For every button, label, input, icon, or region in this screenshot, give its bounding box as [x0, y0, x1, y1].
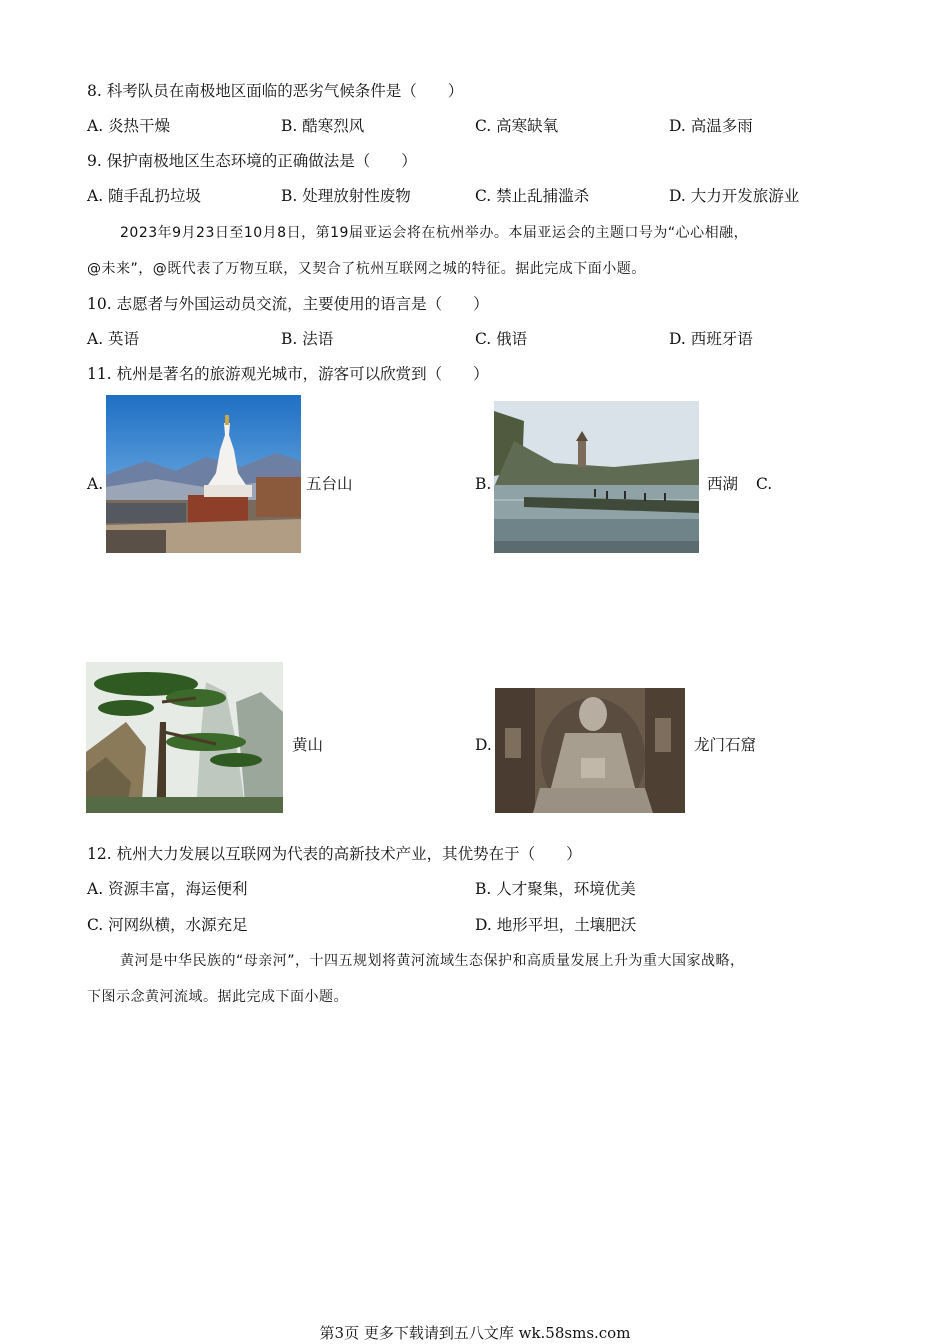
- q10-option-d: D. 西班牙语: [669, 330, 753, 348]
- passage1-line1: 2023年9月23日至10月8日，第19届亚运会将在杭州举办。本届亚运会的主题口号为“心心相融，: [120, 225, 749, 241]
- q8-option-a: A. 炎热干燥: [87, 117, 171, 135]
- passage1-line2: @未来”，@既代表了万物互联，又契合了杭州互联网之城的特征。据此完成下面小题。: [87, 261, 646, 277]
- q11-option-c-letter: C.: [756, 475, 773, 493]
- huangshan-photo: [86, 662, 283, 813]
- q11-option-b-letter: B.: [475, 475, 492, 493]
- q10-option-a: A. 英语: [87, 330, 140, 348]
- passage2-line2: 下图示念黄河流域。据此完成下面小题。: [87, 989, 348, 1005]
- q12-option-a: A. 资源丰富，海运便利: [87, 880, 248, 898]
- wutaishan-photo: [106, 395, 301, 553]
- passage2-line1: 黄河是中华民族的“母亲河”，十四五规划将黄河流域生态保护和高质量发展上升为重大国家战略，: [120, 953, 745, 969]
- q12-option-d: D. 地形平坦，土壤肥沃: [475, 916, 637, 934]
- q10-option-b: B. 法语: [281, 330, 334, 348]
- q10-option-c: C. 俄语: [475, 330, 528, 348]
- q11-stem: 11. 杭州是著名的旅游观光城市，游客可以欣赏到（ ）: [87, 365, 489, 383]
- q12-option-c: C. 河网纵横，水源充足: [87, 916, 248, 934]
- q9-option-a: A. 随手乱扔垃圾: [87, 187, 202, 205]
- xihu-photo: [494, 401, 699, 553]
- q11-option-a-letter: A.: [87, 475, 104, 493]
- page-footer: 第3页 更多下载请到五八文库 wk.58sms.com: [319, 1324, 631, 1342]
- q9-option-b: B. 处理放射性废物: [281, 187, 411, 205]
- q11-caption-d: 龙门石窟: [694, 736, 757, 754]
- q11-caption-a: 五台山: [306, 475, 353, 493]
- q11-caption-c: 黄山: [292, 736, 324, 754]
- q9-option-c: C. 禁止乱捕滥杀: [475, 187, 590, 205]
- q11-caption-b: 西湖: [707, 475, 739, 493]
- q10-stem: 10. 志愿者与外国运动员交流，主要使用的语言是（ ）: [87, 295, 489, 313]
- q8-option-d: D. 高温多雨: [669, 117, 753, 135]
- longmen-photo: [495, 688, 685, 813]
- q8-option-c: C. 高寒缺氧: [475, 117, 559, 135]
- q12-option-b: B. 人才聚集，环境优美: [475, 880, 636, 898]
- q11-option-d-letter: D.: [475, 736, 492, 754]
- q9-option-d: D. 大力开发旅游业: [669, 187, 800, 205]
- q12-stem: 12. 杭州大力发展以互联网为代表的高新技术产业，其优势在于（ ）: [87, 845, 582, 863]
- q8-option-b: B. 酷寒烈风: [281, 117, 365, 135]
- q9-stem: 9. 保护南极地区生态环境的正确做法是（ ）: [87, 152, 417, 170]
- q8-stem: 8. 科考队员在南极地区面临的恶劣气候条件是（ ）: [87, 82, 464, 100]
